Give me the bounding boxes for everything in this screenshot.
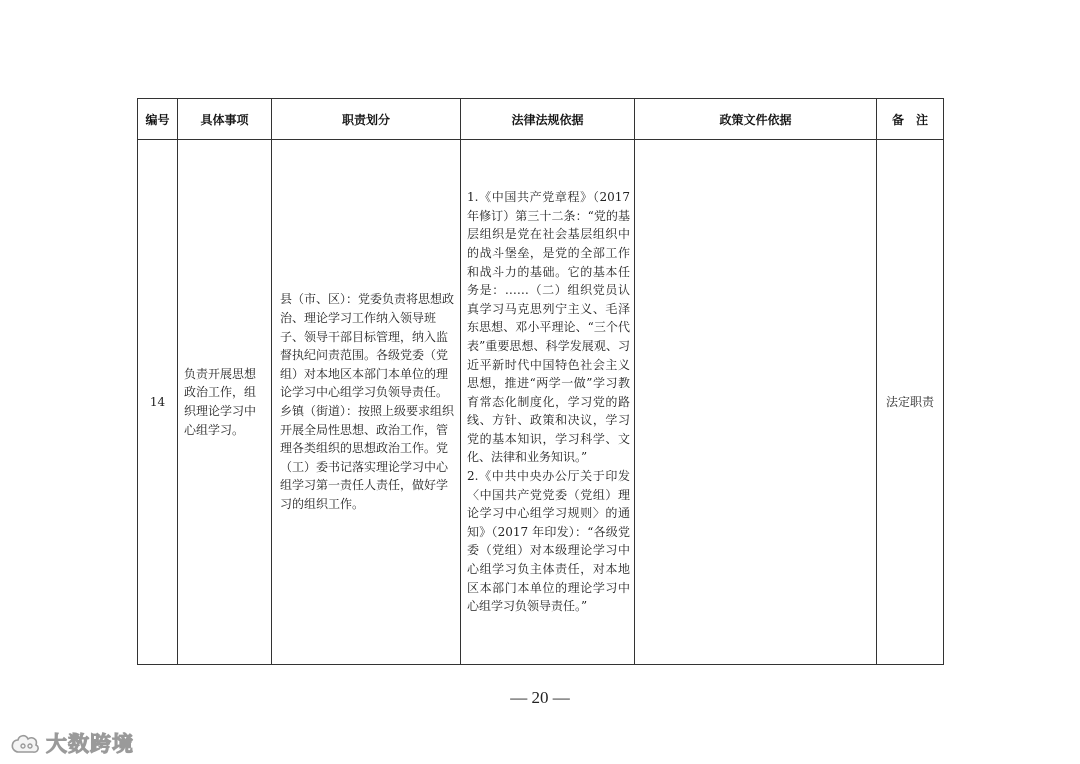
cell-law [461, 140, 635, 665]
header-duty: 职责划分 [272, 99, 461, 140]
cell-duty [272, 140, 461, 665]
cell-item: 负责开展思想政治工作，组织理论学习中心组学习。 [178, 140, 272, 665]
table-row [138, 140, 944, 665]
header-item: 具体事项 [178, 99, 272, 140]
law-basis-2: 2.《中共中央办公厅关于印发〈中国共产党党委（党组）理论学习中心组学习规则〉的通知》（2017 年印发）：“各级党委（党组）对本级理论学习中心组学习负主体责任，对本地区本部门本单位的理论学习中心组学习负领导责任。” [467, 469, 630, 614]
header-number: 编号 [138, 99, 178, 140]
law-basis-1: 1.《中国共产党章程》（2017 年修订）第三十二条：“党的基层组织是党在社会基层组织中的战斗堡垒，是党的全部工作和战斗力的基础。它的基本任务是：……（二）组织党员认真学习马克思列宁主义、毛泽东思想、邓小平理论、“三个代表”重要思想、科学发展观、习近平新时代中国特色社会主义思想，推进“两学一做”学习教育常态化制度化，学习党的路线、方针、政策和决议，学习党的基本知识，学习科学、文化、法律和业务知识。” [467, 190, 630, 465]
watermark-text: 大数跨境 [46, 732, 134, 756]
table-header-row [138, 99, 944, 140]
cell-note: 法定职责 [877, 140, 944, 665]
cell-number: 14 [138, 140, 178, 665]
header-policy: 政策文件依据 [635, 99, 877, 140]
page-number: — 20 — [510, 688, 570, 707]
header-law: 法律法规依据 [461, 99, 635, 140]
duty-table [137, 98, 944, 665]
header-note: 备 注 [877, 99, 944, 140]
duty-township-text: 乡镇（街道）：按照上级要求组织开展全局性思想、政治工作，管理各类组织的思想政治工作。党（工）委书记落实理论学习中心组学习第一责任人责任，做好学习的组织工作。 [280, 404, 455, 511]
watermark [10, 728, 134, 758]
cloud-logo-icon [10, 730, 42, 756]
duty-county-text: 县（市、区）：党委负责将思想政治、理论学习工作纳入领导班子、领导干部目标管理，纳入监督执纪问责范围。各级党委（党组）对本地区本部门本单位的理论学习中心组学习负领导责任。 [280, 292, 455, 400]
cell-policy [635, 140, 877, 665]
